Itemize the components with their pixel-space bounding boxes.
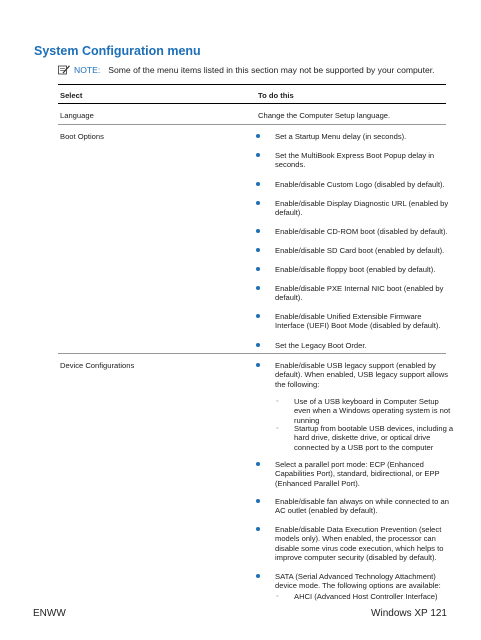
column-header-to-do-this: To do this [258, 91, 294, 100]
bullet-icon [256, 314, 260, 318]
table-top-rule [58, 84, 446, 85]
bullet-icon [256, 134, 260, 138]
row-divider [58, 353, 446, 354]
bullet-icon [256, 499, 260, 503]
bullet-icon [256, 343, 260, 347]
bullet-icon [256, 182, 260, 186]
table-cell-select: Boot Options [60, 132, 104, 141]
table-cell-select: Language [60, 111, 94, 120]
note [58, 65, 435, 75]
section-title: System Configuration menu [34, 44, 201, 58]
sub-bullet-icon: ◦ [276, 398, 279, 405]
column-header-select: Select [60, 91, 83, 100]
bullet-icon [256, 248, 260, 252]
bullet-icon [256, 229, 260, 233]
sub-bullet-icon: ◦ [276, 425, 279, 432]
bullet-icon [256, 267, 260, 271]
bullet-icon [256, 363, 260, 367]
note-pencil-icon [58, 65, 70, 75]
table-cell-select: Device Configurations [60, 361, 135, 370]
footer-right: Windows XP 121 [371, 608, 447, 619]
bullet-icon [256, 286, 260, 290]
note-text: Some of the menu items listed in this section may not be supported by your computer. [108, 65, 435, 75]
footer-left: ENWW [33, 608, 66, 619]
sub-bullet-icon: ◦ [276, 593, 279, 600]
note-label: NOTE: [74, 65, 101, 75]
bullet-icon [256, 527, 260, 531]
bullet-icon [256, 153, 260, 157]
table-cell-action: Change the Computer Setup language. [258, 111, 391, 120]
row-divider [58, 124, 446, 125]
table-header-rule [58, 103, 446, 104]
bullet-icon [256, 462, 260, 466]
bullet-icon [256, 201, 260, 205]
bullet-icon [256, 574, 260, 578]
